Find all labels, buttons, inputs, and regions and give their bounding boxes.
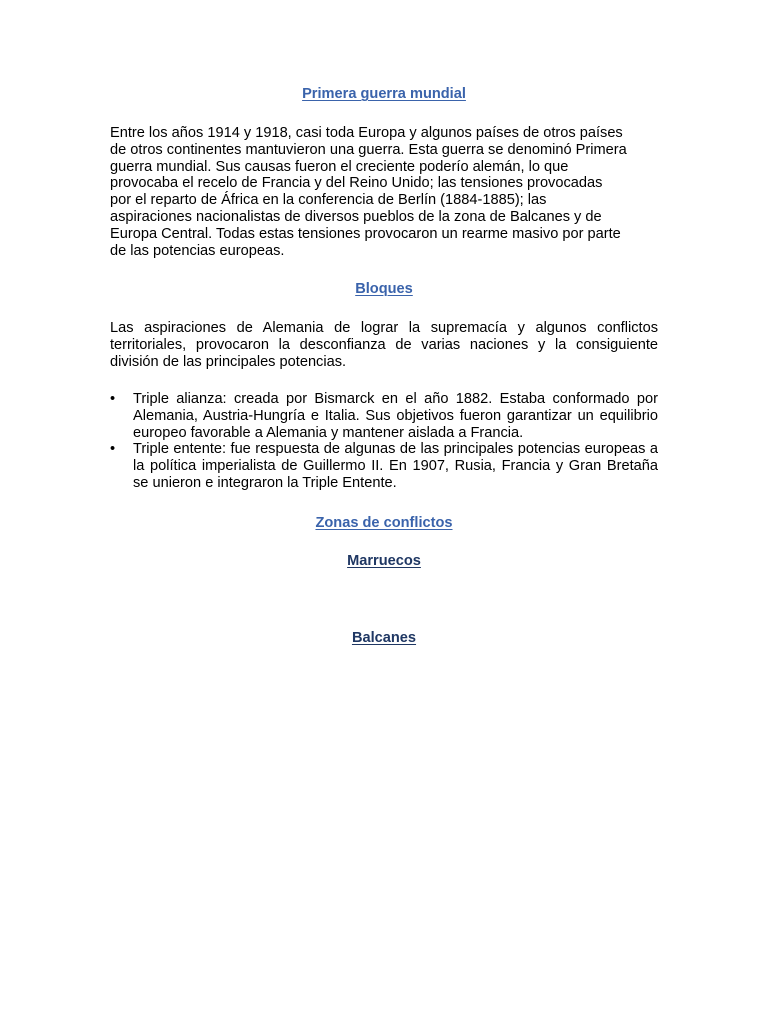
bullet-icon: • xyxy=(110,441,116,458)
document-title: Primera guerra mundial xyxy=(302,86,466,102)
intro-paragraph xyxy=(110,125,658,259)
intro-line: de otros continentes mantuvieron una guerra. Esta guerra se denominó Primera xyxy=(110,141,627,158)
section-heading-zonas-de-conflictos: Zonas de conflictos xyxy=(315,515,453,531)
bullet-item-triple-alianza xyxy=(110,391,658,441)
section-heading-bloques: Bloques xyxy=(355,281,413,297)
intro-line: aspiraciones nacionalistas de diversos pueblos de la zona de Balcanes y de xyxy=(110,208,602,225)
intro-line: Entre los años 1914 y 1918, casi toda Europa y algunos países de otros países xyxy=(110,125,623,141)
bullet-text: Triple entente: fue respuesta de algunas de las principales potencias europeas a la política imperialista de Guillermo II. En 1907, Rusia, Francia y Gran Bretaña se unieron e integraron la Triple Entente. xyxy=(133,441,658,491)
subheading-marruecos: Marruecos xyxy=(347,553,421,569)
bullet-item-triple-entente xyxy=(110,441,658,491)
bullet-icon: • xyxy=(110,391,116,407)
bloques-paragraph: Las aspiraciones de Alemania de lograr la supremacía y algunos conflictos territoriales, provocaron la desconfianza de varias naciones y la consiguiente división de las principales potencias. xyxy=(110,320,658,370)
intro-line: guerra mundial. Sus causas fueron el creciente poderío alemán, lo que xyxy=(110,158,569,175)
intro-line: Europa Central. Todas estas tensiones provocaron un rearme masivo por parte xyxy=(110,225,621,242)
intro-line: provocaba el recelo de Francia y del Reino Unido; las tensiones provocadas xyxy=(110,175,603,192)
intro-line: por el reparto de África en la conferencia de Berlín (1884-1885); las xyxy=(110,192,547,209)
intro-line: de las potencias europeas. xyxy=(110,242,285,259)
subheading-balcanes: Balcanes xyxy=(351,630,417,646)
bloques-bullet-list xyxy=(110,391,658,492)
bullet-text: Triple alianza: creada por Bismarck en el año 1882. Estaba conformado por Alemania, Austria-Hungría e Italia. Sus objetivos fueron garantizar un equilibrio europeo favorable a Alemania y mantener aislada a Francia. xyxy=(133,391,658,441)
